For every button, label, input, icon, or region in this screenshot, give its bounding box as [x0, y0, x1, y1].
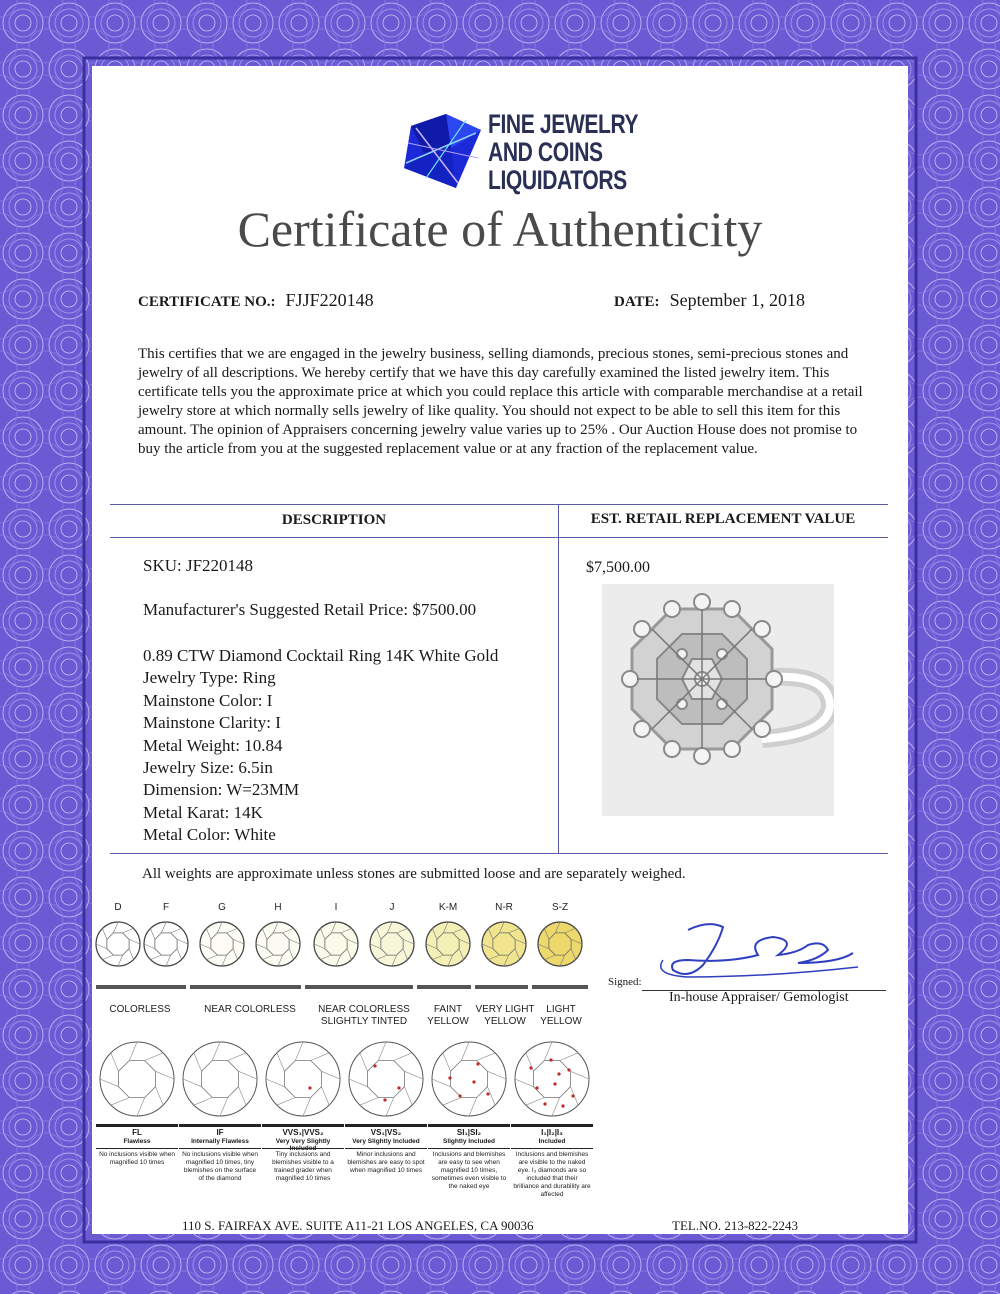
gem-icon	[396, 108, 486, 198]
clarity-diamond	[345, 1038, 427, 1120]
clarity-grade: IF	[216, 1128, 224, 1137]
color-grade-diamond	[312, 920, 360, 968]
detail-line: Metal Karat: 14K	[143, 802, 263, 822]
color-category-line: LIGHT	[546, 1004, 576, 1015]
clarity-diamond	[262, 1038, 344, 1120]
color-category-line: VERY LIGHT	[475, 1004, 535, 1015]
weights-note: All weights are approximate unless stones are submitted loose and are separately weighed.	[142, 866, 686, 882]
color-category-line: YELLOW	[540, 1016, 582, 1027]
color-grade-diamond	[254, 920, 302, 968]
color-grade-label: N-R	[495, 902, 513, 913]
logo-line-1: FINE JEWELRY	[488, 109, 639, 139]
detail-line: Mainstone Color: I	[143, 690, 273, 710]
detail-line: Metal Weight: 10.84	[143, 735, 283, 755]
logo-line-3: LIQUIDATORS	[488, 165, 627, 195]
ring-photo	[602, 584, 834, 816]
clarity-bar	[96, 1124, 178, 1127]
color-grade-label: D	[114, 902, 122, 913]
detail-line: Jewelry Size: 6.5in	[143, 758, 273, 778]
detail-line: 0.89 CTW Diamond Cocktail Ring 14K White Gold	[143, 646, 499, 665]
footer-phone: TEL.NO. 213-822-2243	[672, 1218, 799, 1233]
clarity-grade: VS₁|VS₂	[370, 1128, 402, 1137]
clarity-bar	[428, 1124, 510, 1127]
color-category	[80, 1004, 200, 1016]
color-category	[190, 1004, 310, 1016]
clarity-name: Flawless	[123, 1138, 151, 1145]
color-grade-diamond	[94, 920, 142, 968]
color-category-line: COLORLESS	[109, 1004, 171, 1015]
color-grade-label: F	[162, 902, 170, 913]
logo-text	[488, 110, 638, 194]
color-category-line: YELLOW	[427, 1016, 469, 1027]
color-grade-diamond	[536, 920, 584, 968]
table-top-rule	[110, 504, 888, 505]
color-category-line: FAINT	[433, 1004, 463, 1015]
clarity-diamond	[96, 1038, 178, 1120]
color-category-line: NEAR COLORLESS	[318, 1004, 410, 1015]
clarity-grade: SI₁|SI₂	[456, 1128, 482, 1137]
clarity-grade: VVS₁|VVS₂	[282, 1128, 324, 1137]
clarity-bar	[345, 1124, 427, 1127]
color-grade-label: I	[334, 902, 338, 913]
clarity-grade: FL	[132, 1128, 142, 1137]
color-grade-label: K-M	[438, 902, 458, 913]
footer-address: 110 S. FAIRFAX AVE. SUITE A11-21 LOS ANGELES, CA 90036	[182, 1218, 534, 1233]
signature-image	[648, 915, 868, 985]
retail-value: $7,500.00	[586, 559, 650, 576]
clarity-description: Tiny inclusions and blemishes visible to a trained grader when magnified 10 times	[272, 1151, 334, 1182]
page-title: Certificate of Authenticity	[237, 201, 763, 257]
clarity-description: Minor inclusions and blemishes are easy to spot when magnified 10 times	[347, 1151, 425, 1174]
color-grade-diamond	[142, 920, 190, 968]
clarity-rule	[428, 1148, 510, 1149]
clarity-name: Very Very Slightly	[275, 1138, 331, 1145]
description-header: DESCRIPTION	[281, 512, 387, 528]
clarity-rule	[345, 1148, 427, 1149]
clarity-bar	[511, 1124, 593, 1127]
date-label: DATE:	[614, 294, 660, 310]
certificate-no-value: FJJF220148	[285, 290, 374, 310]
clarity-bar	[262, 1124, 344, 1127]
item-details	[143, 645, 498, 847]
color-category	[501, 1004, 621, 1028]
clarity-rule	[511, 1148, 593, 1149]
clarity-diamond	[179, 1038, 261, 1120]
color-grade-label: J	[389, 902, 395, 913]
signed-label: Signed:	[608, 976, 642, 988]
date-value: September 1, 2018	[669, 290, 806, 310]
certificate-number	[138, 290, 374, 311]
detail-line: Dimension: W=23MM	[143, 780, 300, 800]
table-bottom-rule	[110, 853, 888, 854]
appraiser-title: In-house Appraiser/ Gemologist	[669, 990, 849, 1005]
clarity-bar	[179, 1124, 261, 1127]
detail-line: Jewelry Type: Ring	[143, 668, 276, 688]
value-header: EST. RETAIL REPLACEMENT VALUE	[590, 511, 856, 527]
color-category-line: YELLOW	[484, 1016, 526, 1027]
color-grade-diamond	[198, 920, 246, 968]
intro-paragraph: This certifies that we are engaged in the jewelry business, selling diamonds, precious stones, semi-precious stones and jewelry of all descriptions. We hereby certify that we have this day carefully examined the listed jewelry item. This certificate tells you the approximate price at which you could replace this article with comparable merchandise at a retail jewelry store at which normally sells jewelry of like quality. You should not expect to be able to sell this item for this amount. The opinion of Appraisers concerning jewelry value varies up to 25% . Our Auction House does not promise to buy the article from you at the suggested replacement value or at any fraction of the replacement value.	[138, 346, 863, 457]
color-grade-diamond	[480, 920, 528, 968]
clarity-name: Internally Flawless	[191, 1138, 249, 1145]
table-header-rule	[110, 537, 888, 538]
clarity-rule	[179, 1148, 261, 1149]
color-grade-diamond	[424, 920, 472, 968]
clarity-rule	[96, 1148, 178, 1149]
detail-line: Metal Color: White	[143, 825, 276, 845]
certificate-no-label: CERTIFICATE NO.:	[138, 294, 276, 310]
sku: SKU: JF220148	[143, 556, 254, 575]
table-divider	[558, 504, 559, 853]
clarity-name: Very Slightly Included	[352, 1138, 420, 1145]
color-grade-label: H	[274, 902, 282, 913]
color-grade-diamond	[368, 920, 416, 968]
color-scale-bar	[96, 982, 588, 992]
logo-line-2: AND COINS	[488, 137, 603, 167]
certificate-date	[614, 290, 805, 311]
clarity-diamond	[511, 1038, 593, 1120]
msrp: Manufacturer's Suggested Retail Price: $7500.00	[143, 600, 477, 619]
clarity-description: No inclusions visible when magnified 10 times	[99, 1151, 175, 1166]
color-grade-label: S-Z	[551, 902, 569, 913]
color-category-line: NEAR COLORLESS	[204, 1004, 296, 1015]
clarity-diamond	[428, 1038, 510, 1120]
clarity-description: Inclusions and blemishes are easy to see when magnified 10 times, sometimes even visible to the naked eye	[431, 1151, 507, 1190]
clarity-name: Slightly Included	[442, 1138, 495, 1145]
clarity-rule	[262, 1148, 344, 1149]
clarity-grade: I₁|I₂|I₃	[541, 1128, 563, 1137]
color-grade-label: G	[218, 902, 226, 913]
clarity-description: Inclusions and blemishes are visible to the naked eye. I₃ diamonds are so included that their brilliance and durability are affected	[513, 1151, 591, 1198]
detail-line: Mainstone Clarity: I	[143, 713, 281, 733]
color-category-line: SLIGHTLY TINTED	[320, 1016, 408, 1027]
clarity-description: No inclusions visible when magnified 10 times, tiny blemishes on the surface of the diamond	[182, 1151, 258, 1182]
clarity-name: Included	[538, 1138, 566, 1145]
